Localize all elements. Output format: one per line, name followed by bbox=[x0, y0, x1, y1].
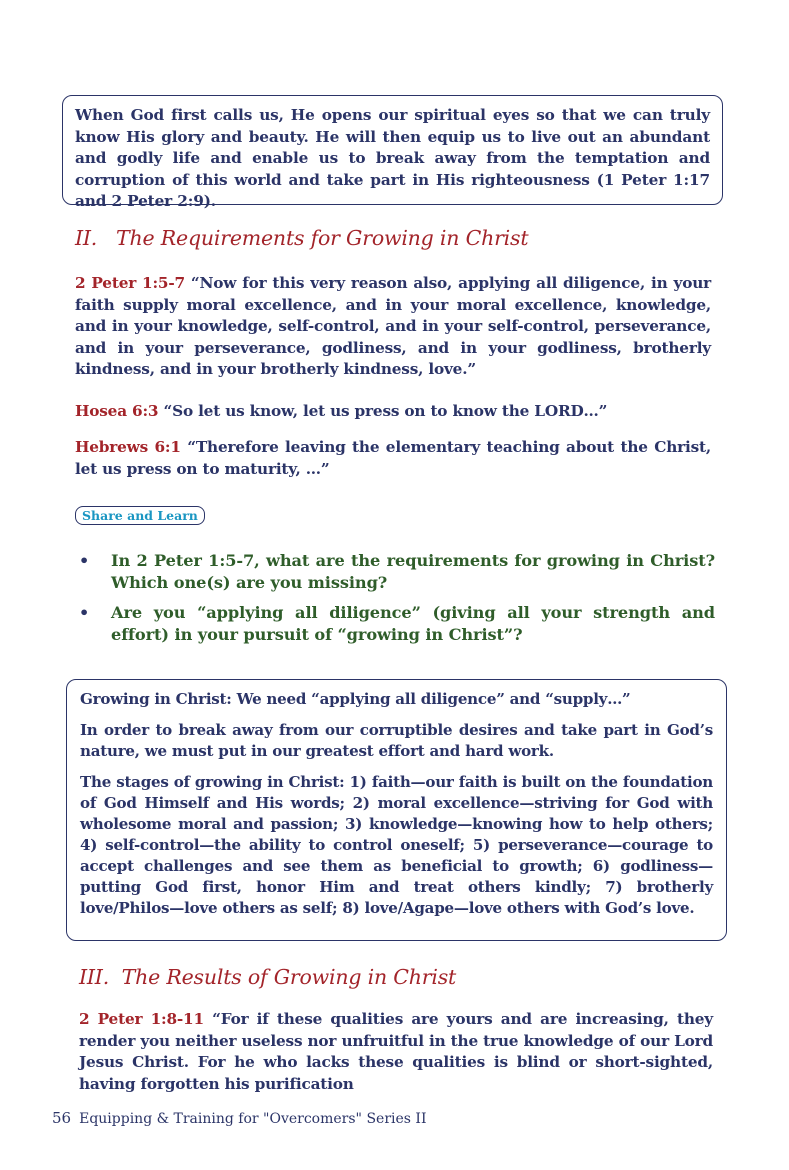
list-item bbox=[75, 550, 715, 594]
verse-2-peter-1-8-11 bbox=[79, 1009, 713, 1095]
verse-reference: 2 Peter 1:5-7 bbox=[75, 274, 185, 292]
notes-paragraph: In order to break away from our corruptible desires and take part in God’s nature, we must put in our greatest effort and hard work. bbox=[80, 721, 713, 760]
intro-box bbox=[62, 95, 723, 210]
page-number: 56 bbox=[52, 1109, 72, 1127]
verse-2-peter-1-5-7 bbox=[75, 273, 711, 381]
page-footer bbox=[52, 1109, 426, 1127]
intro-text: When God first calls us, He opens our spiritual eyes so that we can truly know His glory and beauty. He will then equip us to live out an abundant and godly life and enable us to break away from the temptation and corruption of this world and take part in His righteousness (1 Peter 1:17 and 2 Peter 2:9). bbox=[75, 106, 710, 210]
bullet-icon: • bbox=[79, 603, 90, 622]
verse-text: “Therefore leaving the elementary teaching about the Christ, let us press on to maturity, …” bbox=[75, 438, 711, 478]
question-text: Are you “applying all diligence” (giving all your strength and effort) in your pursuit of “growing in Christ”? bbox=[111, 603, 715, 644]
list-item bbox=[75, 602, 715, 646]
verse-text: “So let us know, let us press on to know the LORD…” bbox=[158, 402, 608, 420]
question-list bbox=[75, 550, 715, 654]
series-title: Equipping & Training for "Overcomers" Series II bbox=[79, 1111, 427, 1127]
verse-reference: Hebrews 6:1 bbox=[75, 438, 181, 456]
section-heading-requirements: II. The Requirements for Growing in Christ bbox=[75, 226, 529, 250]
verse-hosea-6-3 bbox=[75, 401, 711, 423]
verse-hebrews-6-1 bbox=[75, 437, 711, 480]
notes-box bbox=[66, 679, 727, 941]
bullet-icon: • bbox=[79, 551, 90, 570]
share-and-learn-badge: Share and Learn bbox=[75, 506, 205, 525]
notes-paragraph: The stages of growing in Christ: 1) faith—our faith is built on the foundation of God Himself and His words; 2) moral excellence—striving for God with wholesome moral and passion; 3) knowledge—knowing how to help others; 4) self-control—the ability to control oneself; 5) perseverance—courage to accept challenges and see them as beneficial to growth; 6) godliness—putting God first, honor Him and treat others kindly; 7) brotherly love/Philos—love others as self; 8) love/Agape—love others with God’s love. bbox=[80, 773, 713, 917]
verse-text: “Now for this very reason also, applying all diligence, in your faith supply moral excellence, and in your moral excellence, knowledge, and in your knowledge, self-control, and in your self-control, perseverance, and in your perseverance, godliness, and in your godliness, brotherly kindness, and in your brotherly kindness, love.” bbox=[75, 274, 711, 378]
question-text: In 2 Peter 1:5-7, what are the requirements for growing in Christ? Which one(s) are you missing? bbox=[111, 551, 715, 592]
notes-title: Growing in Christ: We need “applying all diligence” and “supply…” bbox=[80, 690, 631, 708]
verse-reference: Hosea 6:3 bbox=[75, 402, 159, 420]
verse-text: “For if these qualities are yours and are increasing, they render you neither useless nor unfruitful in the true knowledge of our Lord Jesus Christ. For he who lacks these qualities is blind or short-sighted, having forgotten his purification bbox=[79, 1010, 713, 1093]
verse-reference: 2 Peter 1:8-11 bbox=[79, 1010, 204, 1028]
section-heading-results: III. The Results of Growing in Christ bbox=[79, 965, 457, 989]
